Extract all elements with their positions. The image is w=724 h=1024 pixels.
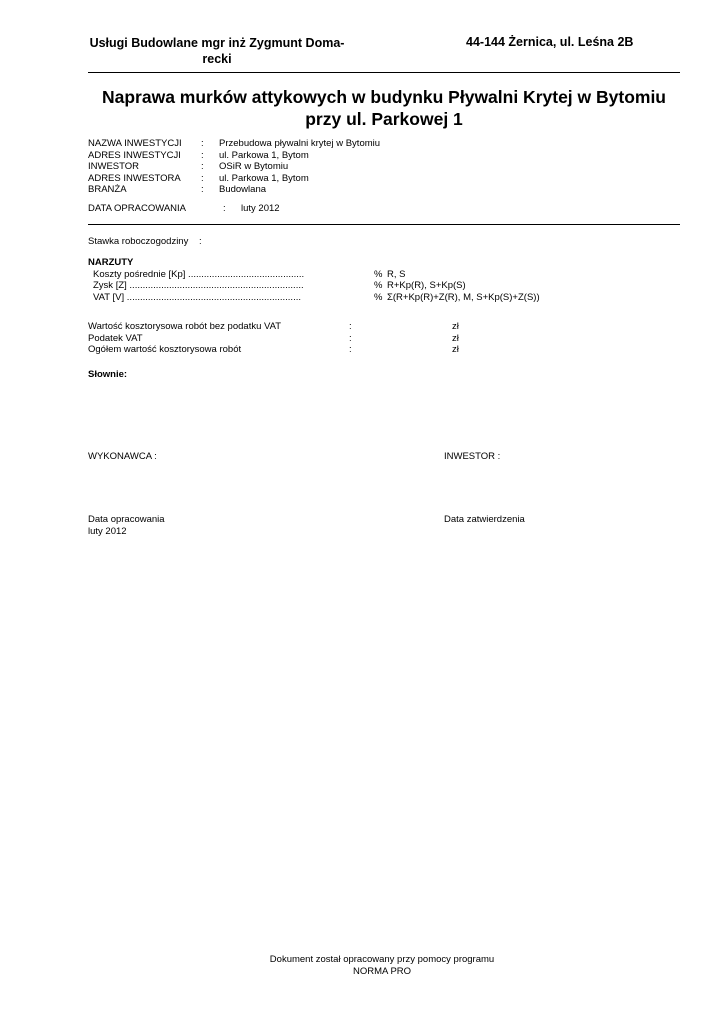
preparation-date-sep: : (223, 203, 226, 214)
total-gross-label: Ogółem wartość kosztorysowa robót (88, 344, 242, 355)
total-gross-sep: : (349, 344, 352, 355)
investment-info (88, 138, 488, 198)
total-vat-label: Podatek VAT (88, 332, 143, 344)
surcharge-indirect-unit: % (374, 268, 383, 280)
rate-sep: : (199, 236, 202, 247)
info-value-investment-address: ul. Parkowa 1, Bytom (219, 149, 309, 161)
info-value-investor: OSiR w Bytomiu (219, 161, 289, 172)
info-value-investment-name: Przebudowa pływalni krytej w Bytomiu (219, 138, 381, 149)
company-name (76, 35, 358, 67)
info-sep: : (201, 161, 204, 172)
preparation-date-value: luty 2012 (241, 203, 280, 214)
document-title (88, 86, 680, 130)
surcharge-vat-label: VAT [V] .................................................................. (93, 291, 301, 303)
totals-section (88, 321, 488, 357)
info-label-investor: INWESTOR (88, 161, 140, 172)
info-sep: : (201, 138, 204, 149)
info-label-investment-name: NAZWA INWESTYCJI (88, 138, 182, 149)
total-vat-sep: : (349, 332, 352, 344)
total-gross-unit: zł (452, 344, 459, 355)
investor-label: INWESTOR : (444, 451, 501, 462)
contractor-label: WYKONAWCA : (88, 451, 157, 462)
info-label-investment-address: ADRES INWESTYCJI (88, 149, 181, 161)
footer-line1: Dokument został opracowany przy pomocy programu (269, 954, 495, 965)
total-vat-unit: zł (452, 332, 459, 344)
info-label-investor-address: ADRES INWESTORA (88, 172, 181, 184)
footer-note (160, 954, 604, 977)
footer-line2: NORMA PRO (352, 965, 412, 977)
preparation-date-label: DATA OPRACOWANIA (88, 203, 187, 214)
rate-label: Stawka roboczogodziny (88, 236, 189, 247)
company-address: 44-144 Żernica, ul. Leśna 2B (466, 35, 634, 49)
info-sep: : (201, 172, 204, 184)
total-net-unit: zł (452, 321, 459, 332)
info-value-branch: Budowlana (219, 184, 267, 195)
preparation-date-row (88, 203, 388, 215)
prep-date-label: Data opracowania (88, 514, 165, 525)
surcharge-indirect-formula: R, S (387, 268, 406, 280)
surcharge-vat-unit: % (374, 291, 383, 303)
surcharge-vat-formula: Σ(R+Kp(R)+Z(R), M, S+Kp(S)+Z(S)) (387, 291, 540, 303)
info-value-investor-address: ul. Parkowa 1, Bytom (219, 172, 309, 184)
surcharges-section (88, 257, 648, 303)
surcharge-profit-label: Zysk [Z] .................................................................. (93, 280, 304, 291)
info-sep: : (201, 184, 204, 195)
surcharge-profit-formula: R+Kp(R), S+Kp(S) (387, 280, 466, 291)
amount-in-words-label: Słownie: (88, 369, 128, 380)
total-net-label: Wartość kosztorysowa robót bez podatku VAT (88, 321, 282, 332)
info-divider (88, 224, 680, 225)
total-net-sep: : (349, 321, 352, 332)
rate-row (88, 236, 388, 248)
surcharges-heading: NARZUTY (88, 257, 134, 268)
prep-date-block (88, 514, 165, 537)
approval-date-label: Data zatwierdzenia (444, 514, 525, 525)
surcharge-profit-unit: % (374, 280, 383, 291)
prep-date-value: luty 2012 (88, 525, 127, 537)
surcharge-indirect-label: Koszty pośrednie [Kp] ............................................ (93, 268, 305, 280)
company-name-line1: Usługi Budowlane mgr inż Zygmunt Doma- (89, 36, 345, 50)
document-title-line1: Naprawa murków attykowych w budynku Pływalni Krytej w Bytomiu (101, 87, 667, 107)
company-name-line2: recki (202, 52, 232, 66)
info-label-branch: BRANŻA (88, 184, 127, 195)
header-divider (88, 72, 680, 73)
info-sep: : (201, 149, 204, 161)
document-title-line2: przy ul. Parkowej 1 (305, 109, 463, 129)
